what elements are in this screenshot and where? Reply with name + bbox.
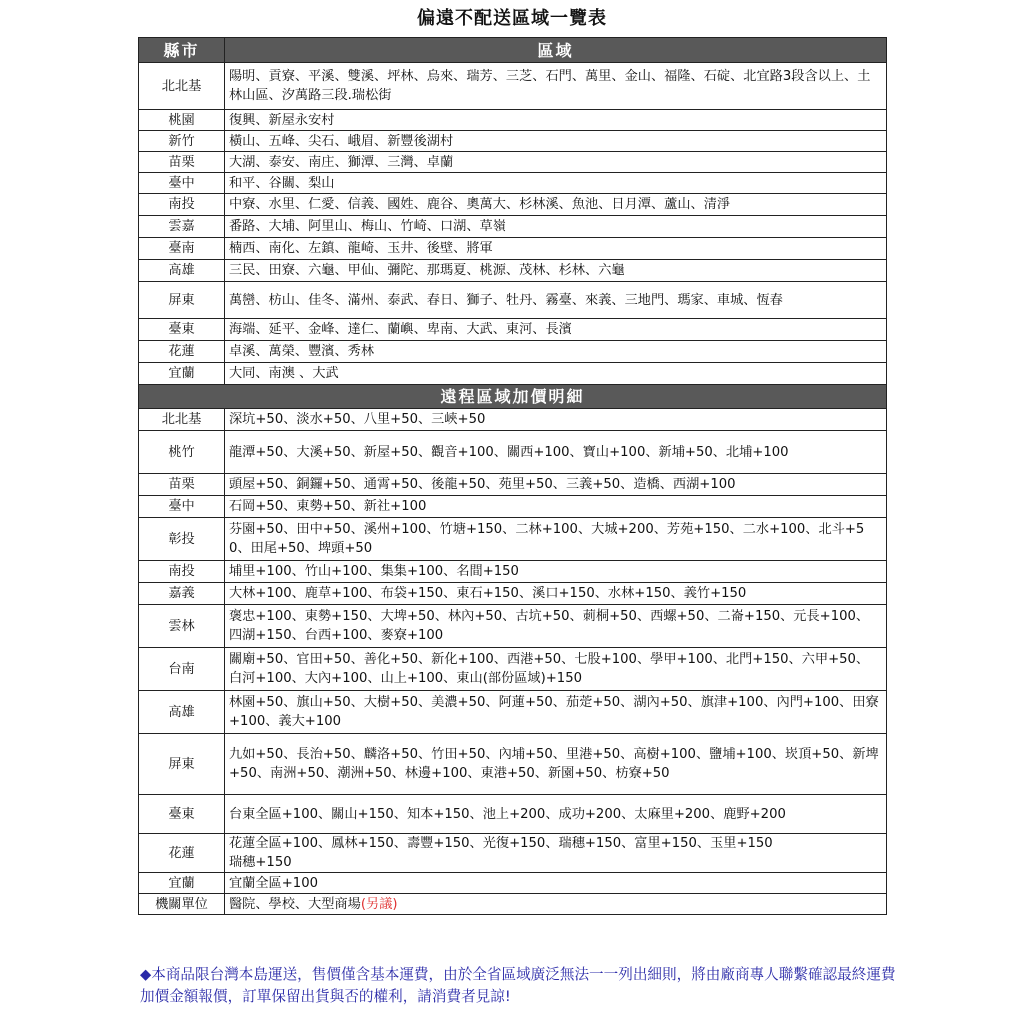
city-cell: 臺東 bbox=[139, 319, 225, 341]
table-row bbox=[139, 873, 887, 894]
city-cell: 臺中 bbox=[139, 173, 225, 194]
table-row bbox=[139, 894, 887, 915]
area-cell: 橫山、五峰、尖石、峨眉、新豐後湖村 bbox=[225, 131, 887, 152]
area-cell: 埔里+100、竹山+100、集集+100、名間+150 bbox=[225, 561, 887, 583]
table-row bbox=[139, 605, 887, 648]
table-row bbox=[139, 431, 887, 474]
table-row bbox=[139, 734, 887, 795]
area-cell: 深坑+50、淡水+50、八里+50、三峽+50 bbox=[225, 409, 887, 431]
area-cell: 楠西、南化、左鎮、龍崎、玉井、後壁、將軍 bbox=[225, 238, 887, 260]
city-cell: 嘉義 bbox=[139, 583, 225, 605]
city-cell: 北北基 bbox=[139, 63, 225, 110]
area-cell: 石岡+50、東勢+50、新社+100 bbox=[225, 496, 887, 518]
city-cell: 南投 bbox=[139, 194, 225, 216]
delivery-table bbox=[138, 37, 887, 915]
area-cell: 頭屋+50、銅鑼+50、通霄+50、後龍+50、苑里+50、三義+50、造橋、西湖+100 bbox=[225, 474, 887, 496]
table-header-row bbox=[139, 38, 887, 63]
table-row bbox=[139, 63, 887, 110]
city-cell: 雲嘉 bbox=[139, 216, 225, 238]
city-cell: 雲林 bbox=[139, 605, 225, 648]
city-cell: 宜蘭 bbox=[139, 363, 225, 385]
table-row bbox=[139, 691, 887, 734]
table-row bbox=[139, 152, 887, 173]
city-cell: 彰投 bbox=[139, 518, 225, 561]
footer-note: ◆本商品限台灣本島運送，售價僅含基本運費，由於全省區域廣泛無法一一列出細則，將由廠商專人聯繫確認最終運費加價金額報價，訂單保留出貨與否的權利，請消費者見諒! bbox=[140, 966, 896, 1005]
city-cell: 屏東 bbox=[139, 282, 225, 319]
area-cell: 番路、大埔、阿里山、梅山、竹崎、口湖、草嶺 bbox=[225, 216, 887, 238]
area-cell: 褒忠+100、東勢+150、大埤+50、林內+50、古坑+50、莿桐+50、西螺+50、二崙+150、元長+100、四湖+150、台西+100、麥寮+100 bbox=[225, 605, 887, 648]
city-cell: 北北基 bbox=[139, 409, 225, 431]
table-row bbox=[139, 834, 887, 873]
city-cell: 臺南 bbox=[139, 238, 225, 260]
area-cell: 芬園+50、田中+50、溪州+100、竹塘+150、二林+100、大城+200、芳苑+150、二水+100、北斗+50、田尾+50、埤頭+50 bbox=[225, 518, 887, 561]
city-cell: 桃園 bbox=[139, 110, 225, 131]
table-row bbox=[139, 173, 887, 194]
area-cell: 中寮、水里、仁愛、信義、國姓、鹿谷、奧萬大、杉林溪、魚池、日月潭、蘆山、清淨 bbox=[225, 194, 887, 216]
city-cell: 高雄 bbox=[139, 260, 225, 282]
city-cell: 宜蘭 bbox=[139, 873, 225, 894]
city-cell: 花蓮 bbox=[139, 834, 225, 873]
table-row bbox=[139, 319, 887, 341]
area-cell: 關廟+50、官田+50、善化+50、新化+100、西港+50、七股+100、學甲+100、北門+150、六甲+50、白河+100、大內+100、山上+100、東山(部份區域)+150 bbox=[225, 648, 887, 691]
area-cell: 林園+50、旗山+50、大樹+50、美濃+50、阿蓮+50、茄萣+50、湖內+50、旗津+100、內門+100、田寮+100、義大+100 bbox=[225, 691, 887, 734]
area-cell: 三民、田寮、六龜、甲仙、彌陀、那瑪夏、桃源、茂林、杉林、六龜 bbox=[225, 260, 887, 282]
city-cell: 桃竹 bbox=[139, 431, 225, 474]
area-cell bbox=[225, 894, 887, 915]
city-cell: 苗栗 bbox=[139, 474, 225, 496]
area-cell: 大同、南澳 、大武 bbox=[225, 363, 887, 385]
area-cell: 陽明、貢寮、平溪、雙溪、坪林、烏來、瑞芳、三芝、石門、萬里、金山、福隆、石碇、北宜路3段含以上、土林山區、汐萬路三段.瑞松街 bbox=[225, 63, 887, 110]
institution-areas: 醫院、學校、大型商場 bbox=[229, 896, 361, 912]
table-row bbox=[139, 648, 887, 691]
area-cell: 卓溪、萬榮、豐濱、秀林 bbox=[225, 341, 887, 363]
table-row bbox=[139, 260, 887, 282]
city-cell: 高雄 bbox=[139, 691, 225, 734]
area-cell: 海端、延平、金峰、達仁、蘭嶼、卑南、大武、東河、長濱 bbox=[225, 319, 887, 341]
table-row bbox=[139, 131, 887, 152]
area-cell: 大林+100、鹿草+100、布袋+150、東石+150、溪口+150、水林+150、義竹+150 bbox=[225, 583, 887, 605]
header-area: 區域 bbox=[225, 38, 887, 63]
table-row bbox=[139, 282, 887, 319]
header-city: 縣市 bbox=[139, 38, 225, 63]
table-row bbox=[139, 409, 887, 431]
area-cell: 和平、谷關、梨山 bbox=[225, 173, 887, 194]
surcharge-header-row bbox=[139, 385, 887, 409]
page-title: 偏遠不配送區域一覽表 bbox=[417, 8, 607, 29]
area-cell: 九如+50、長治+50、麟洛+50、竹田+50、內埔+50、里港+50、高樹+100、鹽埔+100、崁頂+50、新埤+50、南洲+50、潮洲+50、林邊+100、東港+50、新園+50、枋寮+50 bbox=[225, 734, 887, 795]
area-cell: 龍潭+50、大溪+50、新屋+50、觀音+100、關西+100、寶山+100、新埔+50、北埔+100 bbox=[225, 431, 887, 474]
city-cell: 台南 bbox=[139, 648, 225, 691]
table-row bbox=[139, 474, 887, 496]
city-cell: 苗栗 bbox=[139, 152, 225, 173]
table-row bbox=[139, 795, 887, 834]
city-cell: 花蓮 bbox=[139, 341, 225, 363]
city-cell: 新竹 bbox=[139, 131, 225, 152]
city-cell: 屏東 bbox=[139, 734, 225, 795]
table-row bbox=[139, 341, 887, 363]
area-line: 花蓮全區+100、鳳林+150、壽豐+150、光復+150、瑞穗+150、富里+150、玉里+150 bbox=[229, 836, 773, 851]
negotiable-note: (另議) bbox=[360, 896, 398, 912]
city-cell: 南投 bbox=[139, 561, 225, 583]
area-cell: 宜蘭全區+100 bbox=[225, 873, 887, 894]
table-row bbox=[139, 238, 887, 260]
table-row bbox=[139, 216, 887, 238]
city-cell: 臺東 bbox=[139, 795, 225, 834]
area-cell: 大湖、泰安、南庄、獅潭、三灣、卓蘭 bbox=[225, 152, 887, 173]
table-row bbox=[139, 561, 887, 583]
table-row bbox=[139, 194, 887, 216]
area-line: 瑞穗+150 bbox=[229, 855, 292, 870]
table-row bbox=[139, 110, 887, 131]
area-cell bbox=[225, 834, 887, 873]
city-cell: 機關單位 bbox=[139, 894, 225, 915]
surcharge-header: 遠程區域加價明細 bbox=[139, 385, 887, 409]
area-cell: 萬巒、枋山、佳冬、滿州、泰武、春日、獅子、牡丹、霧臺、來義、三地門、瑪家、車城、恆春 bbox=[225, 282, 887, 319]
area-cell: 復興、新屋永安村 bbox=[225, 110, 887, 131]
city-cell: 臺中 bbox=[139, 496, 225, 518]
area-cell: 台東全區+100、關山+150、知本+150、池上+200、成功+200、太麻里+200、鹿野+200 bbox=[225, 795, 887, 834]
table-row bbox=[139, 496, 887, 518]
table-row bbox=[139, 583, 887, 605]
table-row bbox=[139, 363, 887, 385]
table-row bbox=[139, 518, 887, 561]
